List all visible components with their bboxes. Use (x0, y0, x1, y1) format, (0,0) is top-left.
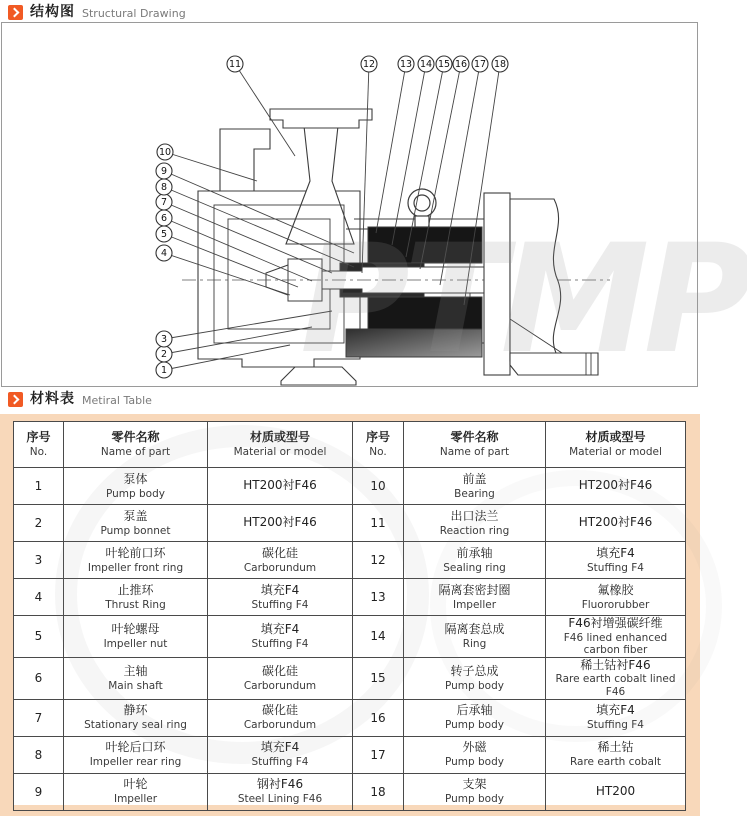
callout-number: 3 (160, 334, 168, 346)
callout-number: 17 (473, 59, 487, 71)
part-no-cell: 2 (14, 505, 64, 542)
part-name-cell: 后承轴 Pump body (404, 699, 546, 736)
orange-chevron-icon (8, 392, 23, 407)
part-name-cell: 转子总成 Pump body (404, 657, 546, 699)
part-no-cell: 5 (14, 616, 64, 658)
part-name-cell: 前盖 Bearing (404, 468, 546, 505)
col-no-header: 序号 No. (353, 422, 404, 468)
callout-number: 13 (399, 59, 413, 71)
part-no-cell: 9 (14, 773, 64, 810)
part-name-cell: 隔离套总成 Ring (404, 616, 546, 658)
callout-number: 16 (454, 59, 468, 71)
part-no-cell: 7 (14, 699, 64, 736)
callout-number: 18 (493, 59, 507, 71)
material-cell: 碳化硅 Carborundum (208, 699, 353, 736)
part-name-cell: 叶轮 Impeller (64, 773, 208, 810)
material-cell: 碳化硅 Carborundum (208, 542, 353, 579)
material-cell: 碳化硅 Carborundum (208, 657, 353, 699)
table-row (14, 616, 686, 658)
callout-leader-line (376, 64, 406, 233)
material-cell: 稀土钴衬F46 Rare earth cobalt lined F46 (546, 657, 686, 699)
part-no-cell: 1 (14, 468, 64, 505)
callout-number: 9 (160, 166, 168, 178)
part-no-cell: 18 (353, 773, 404, 810)
callout-number: 10 (158, 147, 172, 159)
table-row (14, 699, 686, 736)
material-cell: HT200衬F46 (208, 468, 353, 505)
callout-number: 11 (228, 59, 242, 71)
table-row (14, 468, 686, 505)
callout-number: 8 (160, 182, 168, 194)
callout-number: 15 (437, 59, 451, 71)
part-name-cell: 外磁 Pump body (404, 736, 546, 773)
part-no-cell: 15 (353, 657, 404, 699)
callout-number: 4 (160, 248, 168, 260)
part-name-cell: 止推环 Thrust Ring (64, 579, 208, 616)
col-name-header: 零件名称 Name of part (64, 422, 208, 468)
callout-number: 6 (160, 213, 168, 225)
table-row (14, 579, 686, 616)
material-table-band (0, 414, 700, 816)
part-name-cell: 支架 Pump body (404, 773, 546, 810)
part-name-cell: 叶轮后口环 Impeller rear ring (64, 736, 208, 773)
material-cell: 填充F4 Stuffing F4 (208, 616, 353, 658)
material-cell: HT200衬F46 (546, 505, 686, 542)
table-row (14, 773, 686, 810)
callout-number: 5 (160, 229, 168, 241)
pump-cross-section-drawing (2, 23, 697, 386)
part-no-cell: 17 (353, 736, 404, 773)
callout-number: 14 (419, 59, 433, 71)
material-cell: 填充F4 Stuffing F4 (546, 699, 686, 736)
part-name-cell: 泵体 Pump body (64, 468, 208, 505)
part-name-cell: 泵盖 Pump bonnet (64, 505, 208, 542)
part-no-cell: 3 (14, 542, 64, 579)
part-name-cell: 前承轴 Sealing ring (404, 542, 546, 579)
section-title-zh: 结构图 (30, 4, 75, 20)
part-no-cell: 16 (353, 699, 404, 736)
material-cell: HT200衬F46 (546, 468, 686, 505)
table-header-row (14, 422, 686, 468)
table-row (14, 542, 686, 579)
material-cell: 氟橡胶 Fluororubber (546, 579, 686, 616)
structural-drawing-header (8, 3, 186, 21)
part-no-cell: 4 (14, 579, 64, 616)
material-cell: HT200衬F46 (208, 505, 353, 542)
material-cell: HT200 (546, 773, 686, 810)
callout-number: 1 (160, 365, 168, 377)
part-no-cell: 14 (353, 616, 404, 658)
bracket-support (484, 193, 598, 375)
part-name-cell: 静环 Stationary seal ring (64, 699, 208, 736)
col-material-header: 材质或型号 Material or model (208, 422, 353, 468)
material-cell: F46衬增强碳纤维 F46 lined enhanced carbon fiber (546, 616, 686, 658)
col-material-header: 材质或型号 Material or model (546, 422, 686, 468)
table-row (14, 657, 686, 699)
callout-number: 7 (160, 197, 168, 209)
col-no-header: 序号 No. (14, 422, 64, 468)
part-no-cell: 13 (353, 579, 404, 616)
part-name-cell: 出口法兰 Reaction ring (404, 505, 546, 542)
materials-table-container (13, 421, 685, 805)
material-cell: 稀土钴 Rare earth cobalt (546, 736, 686, 773)
materials-table (13, 421, 686, 811)
part-name-cell: 主轴 Main shaft (64, 657, 208, 699)
section-title-en: Structural Drawing (82, 6, 186, 20)
material-cell: 填充F4 Stuffing F4 (208, 736, 353, 773)
part-name-cell: 叶轮螺母 Impeller nut (64, 616, 208, 658)
part-no-cell: 11 (353, 505, 404, 542)
part-no-cell: 10 (353, 468, 404, 505)
callout-number: 12 (362, 59, 376, 71)
table-row (14, 736, 686, 773)
callout-number: 2 (160, 349, 168, 361)
part-name-cell: 叶轮前口环 Impeller front ring (64, 542, 208, 579)
structural-drawing-panel (1, 22, 698, 387)
part-name-cell: 隔离套密封圈 Impeller (404, 579, 546, 616)
section-title-en: Metiral Table (82, 393, 152, 407)
material-cell: 填充F4 Stuffing F4 (208, 579, 353, 616)
section-title-zh: 材料表 (30, 391, 75, 407)
col-name-header: 零件名称 Name of part (404, 422, 546, 468)
part-no-cell: 12 (353, 542, 404, 579)
material-cell: 填充F4 Stuffing F4 (546, 542, 686, 579)
part-no-cell: 6 (14, 657, 64, 699)
material-cell: 钢衬F46 Steel Lining F46 (208, 773, 353, 810)
orange-chevron-icon (8, 5, 23, 20)
table-row (14, 505, 686, 542)
material-table-header (8, 390, 152, 408)
part-no-cell: 8 (14, 736, 64, 773)
